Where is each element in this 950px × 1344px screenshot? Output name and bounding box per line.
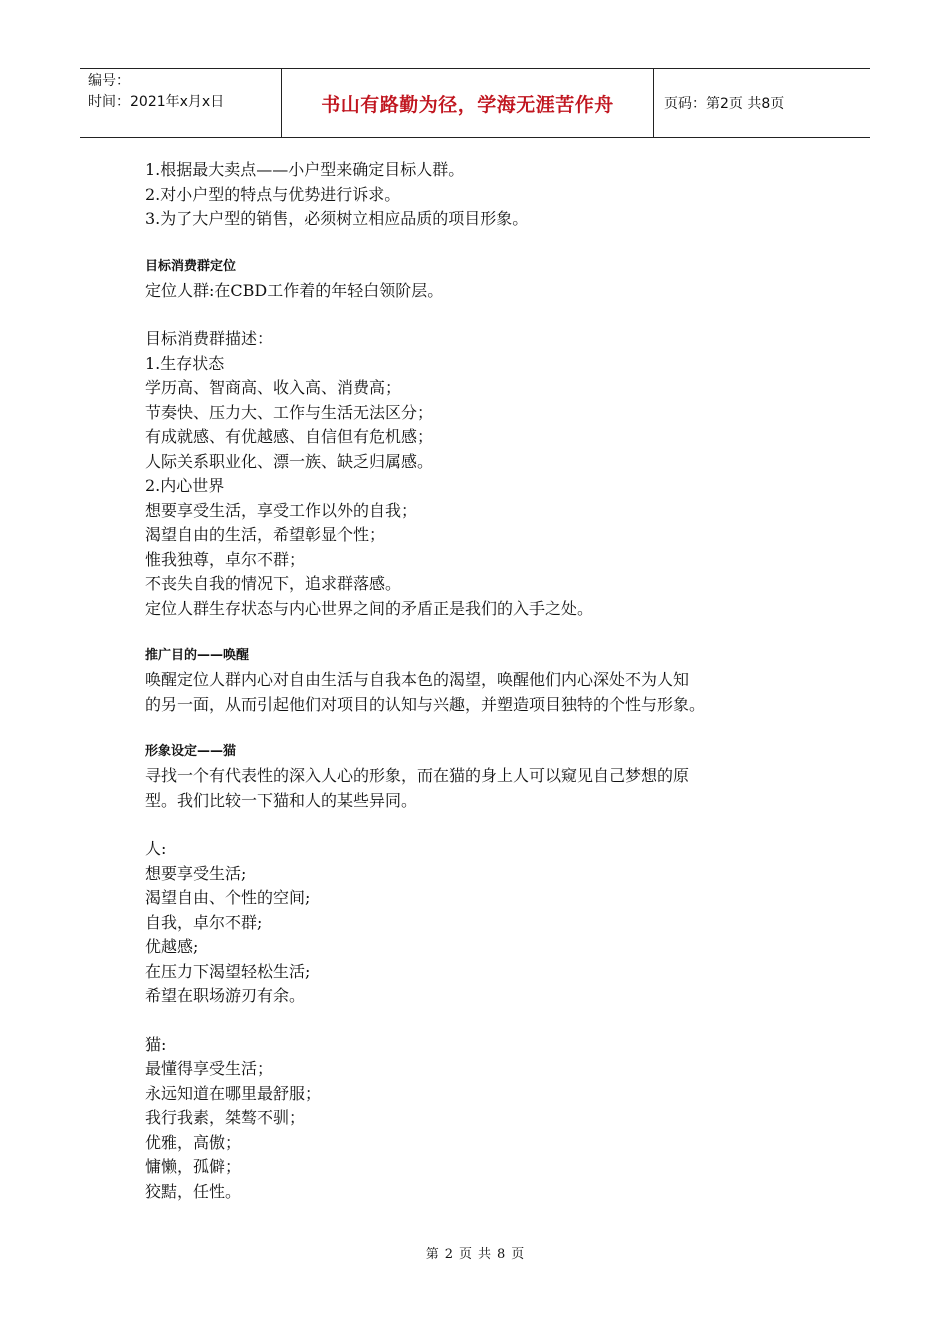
page-footer (0, 1246, 950, 1264)
text-line: 想要享受生活; (145, 863, 247, 883)
text-line: 的另一面，从而引起他们对项目的认知与兴趣，并塑造项目独特的个性与形象。 (145, 694, 706, 714)
text-line: 不丧失自我的情况下，追求群落感。 (145, 574, 402, 593)
footer-total-pages: 8 (497, 1247, 506, 1262)
text-line: 2.内心世界 (145, 476, 225, 495)
text-line: 想要享受生活，享受工作以外的自我； (145, 500, 418, 520)
text-line: 3.为了大户型的销售，必须树立相应品质的项目形象。 (145, 209, 529, 228)
text-line: 有成就感、有优越感、自信但有危机感； (145, 427, 434, 446)
time-label: 时间：2021年x月x日 (88, 94, 225, 110)
text-line: 最懂得享受生活； (145, 1059, 274, 1078)
text-line: 人际关系职业化、漂一族、缺乏归属感。 (145, 451, 434, 471)
text-line: 我行我素，桀骜不驯； (145, 1108, 306, 1127)
document-body (145, 158, 825, 1204)
text-line: 定位人群生存状态与内心世界之间的矛盾正是我们的入手之处。 (145, 598, 594, 618)
text-line: 2.对小户型的特点与优势进行诉求。 (145, 184, 401, 204)
text-line: 1.根据最大卖点——小户型来确定目标人群。 (145, 160, 465, 179)
header-page-label: 页码：第2页 共8页 (664, 96, 785, 112)
text-line: 唤醒定位人群内心对自由生活与自我本色的渴望，唤醒他们内心深处不为人知 (145, 670, 690, 689)
text-line: 惟我独尊，卓尔不群； (145, 549, 306, 569)
text-line: 猫: (145, 1034, 167, 1054)
text-line: 寻找一个有代表性的深入人心的形象，而在猫的身上人可以窥见自己梦想的原 (145, 766, 690, 785)
text-line: 慵懒，孤僻； (145, 1157, 242, 1176)
footer-gong: 共 (478, 1247, 492, 1262)
text-line: 优越感; (145, 937, 199, 956)
text-line: 人: (145, 839, 167, 858)
header-motto: 书山有路勤为径，学海无涯苦作舟 (282, 69, 654, 137)
footer-page-number: 2 (444, 1247, 453, 1262)
footer-ye2: 页 (511, 1247, 525, 1262)
section-heading: 推广目的——唤醒 (145, 648, 250, 663)
footer-di: 第 (425, 1247, 439, 1262)
text-line: 渴望自由的生活，希望彰显个性； (145, 525, 386, 544)
section-heading: 目标消费群定位 (145, 258, 237, 274)
page-header (80, 68, 870, 138)
text-line: 狡黠，任性。 (145, 1181, 242, 1201)
text-line: 渴望自由、个性的空间; (145, 888, 311, 907)
text-line: 型。我们比较一下猫和人的某些异同。 (145, 790, 418, 810)
text-line: 优雅，高傲； (145, 1132, 242, 1152)
header-meta (80, 69, 282, 137)
text-line: 在压力下渴望轻松生活; (145, 961, 311, 981)
blank-line (145, 813, 825, 837)
blank-line (145, 1009, 825, 1033)
text-line: 1.生存状态 (145, 353, 225, 373)
text-line: 学历高、智商高、收入高、消费高； (145, 378, 402, 397)
text-line: 希望在职场游刃有余。 (145, 986, 306, 1005)
text-line: 目标消费群描述： (145, 329, 274, 348)
blank-line (145, 303, 825, 327)
text-line: 定位人群:在CBD工作着的年轻白领阶层。 (145, 280, 444, 300)
section-heading: 形象设定——猫 (145, 744, 237, 759)
text-line: 自我，卓尔不群; (145, 912, 263, 932)
number-label: 编号： (88, 73, 130, 89)
text-line: 永远知道在哪里最舒服； (145, 1083, 322, 1103)
text-line: 节奏快、压力大、工作与生活无法区分； (145, 402, 434, 422)
footer-ye: 页 (458, 1247, 472, 1262)
